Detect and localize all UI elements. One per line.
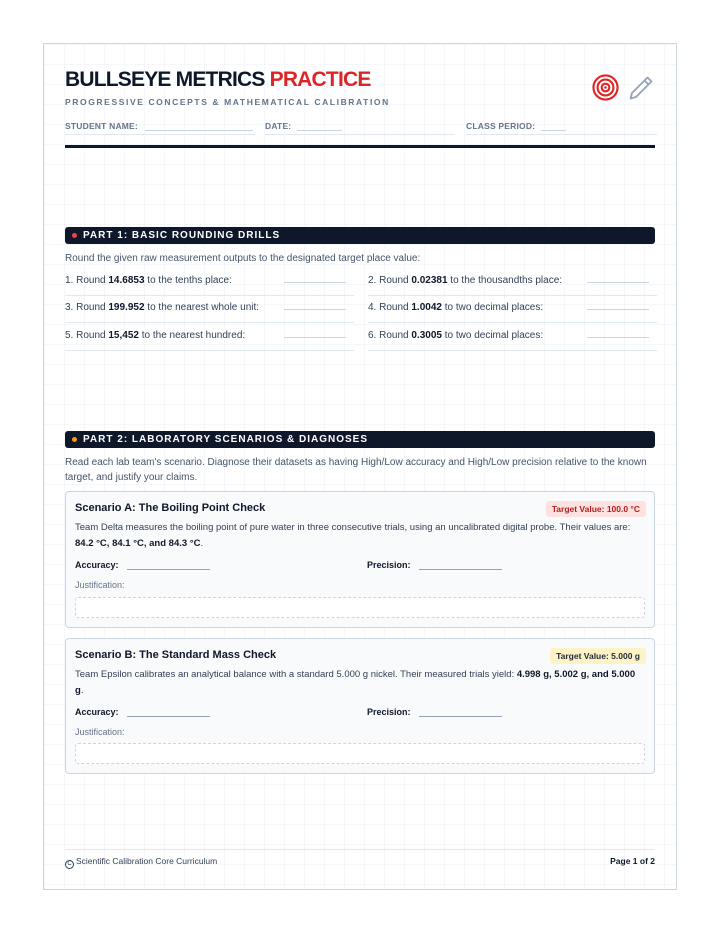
part2-dot-icon	[72, 437, 77, 442]
part1-instructions: Round the given raw measurement outputs to the designated target place value:	[65, 253, 421, 264]
drill-value: 199.952	[108, 302, 145, 313]
accuracy-answer-line[interactable]	[127, 716, 210, 717]
scenario-values: 4.998 g, 5.002 g, and 5.000 g	[75, 669, 636, 696]
precision-label: Precision:	[367, 560, 411, 570]
justification-label: Justification:	[75, 727, 125, 737]
drill-item[interactable]	[368, 295, 657, 323]
date-field[interactable]	[265, 121, 455, 135]
accuracy-label: Accuracy:	[75, 560, 119, 570]
drill-value: 0.3005	[411, 330, 442, 341]
page-number: Page 1 of 2	[610, 856, 655, 866]
header-divider	[65, 145, 655, 148]
part2-header	[65, 431, 655, 448]
scenario-title: Scenario A: The Boiling Point Check	[75, 502, 266, 514]
drill-value: 14.6853	[108, 275, 145, 286]
drill-item[interactable]	[368, 323, 657, 351]
footer-divider	[65, 849, 655, 850]
drill-item[interactable]	[65, 323, 354, 351]
justification-box[interactable]	[75, 743, 645, 764]
drill-answer-line[interactable]	[284, 337, 346, 338]
precision-answer-line[interactable]	[419, 569, 502, 570]
drill-value: 0.02381	[411, 275, 448, 286]
class-period-label: CLASS PERIOD:	[466, 121, 536, 131]
drill-value: 1.0042	[411, 302, 442, 313]
scenario-card-b	[65, 638, 655, 774]
drill-answer-line[interactable]	[587, 337, 649, 338]
class-period-field[interactable]	[466, 121, 657, 135]
worksheet-page	[43, 43, 677, 890]
student-info-row	[65, 121, 655, 135]
part1-title: PART 1: BASIC ROUNDING DRILLS	[83, 230, 281, 241]
part1-header	[65, 227, 655, 244]
drill-item[interactable]	[368, 268, 657, 296]
curriculum-text: Scientific Calibration Core Curriculum	[76, 856, 218, 866]
justification-label: Justification:	[75, 580, 125, 590]
student-name-field[interactable]	[65, 121, 255, 135]
part2-instructions: Read each lab team's scenario. Diagnose their datasets as having High/Low accuracy and High/Low precision relative to the known target, and justify your claims.	[65, 457, 647, 483]
student-name-blank	[145, 130, 253, 131]
target-value-badge: Target Value: 100.0 °C	[546, 501, 646, 517]
drill-answer-line[interactable]	[284, 282, 346, 283]
accuracy-answer-line[interactable]	[127, 569, 210, 570]
drill-answer-line[interactable]	[284, 309, 346, 310]
part1-dot-icon	[72, 233, 77, 238]
scenario-values: 84.2 °C, 84.1 °C, and 84.3 °C	[75, 538, 201, 549]
drill-text: 1. Round 14.6853 to the tenths place:	[65, 275, 232, 286]
drill-item[interactable]	[65, 295, 354, 323]
target-value-badge: Target Value: 5.000 g	[550, 648, 646, 664]
precision-answer-line[interactable]	[419, 716, 502, 717]
page-subtitle: PROGRESSIVE CONCEPTS & MATHEMATICAL CALIBRATION	[65, 97, 390, 107]
drill-text: 3. Round 199.952 to the nearest whole unit:	[65, 302, 260, 313]
date-blank	[297, 130, 342, 131]
drill-text: 5. Round 15,452 to the nearest hundred:	[65, 330, 246, 341]
student-name-label: STUDENT NAME:	[65, 121, 138, 131]
title-main: BULLSEYE METRICS	[65, 68, 265, 91]
drill-value: 15,452	[108, 330, 139, 341]
scenario-card-a	[65, 491, 655, 628]
part2-title: PART 2: LABORATORY SCENARIOS & DIAGNOSES	[83, 434, 369, 445]
footer-curriculum	[65, 856, 217, 869]
drill-text: 2. Round 0.02381 to the thousandths place:	[368, 275, 563, 286]
class-period-blank	[541, 130, 566, 131]
title-accent: PRACTICE	[269, 68, 371, 91]
pencil-icon	[627, 74, 655, 102]
drill-answer-line[interactable]	[587, 309, 649, 310]
date-label: DATE:	[265, 121, 292, 131]
copyright-icon: C	[65, 860, 74, 869]
accuracy-label: Accuracy:	[75, 707, 119, 717]
worksheet-content	[65, 44, 655, 889]
drill-text: 4. Round 1.0042 to two decimal places:	[368, 302, 544, 313]
justification-box[interactable]	[75, 597, 645, 618]
page-title	[65, 68, 371, 92]
target-icon	[592, 74, 619, 101]
scenario-description: Team Delta measures the boiling point of pure water in three consecutive trials, using an uncalibrated digital probe. Their values are: 84.2 °C, 84.1 °C, and 84.3 °C.	[75, 522, 631, 549]
drill-item[interactable]	[65, 268, 354, 296]
drill-text: 6. Round 0.3005 to two decimal places:	[368, 330, 544, 341]
scenario-description: Team Epsilon calibrates an analytical balance with a standard 5.000 g nickel. Their measured trials yield: 4.998 g, 5.002 g, and 5.000 g.	[75, 669, 636, 696]
drill-answer-line[interactable]	[587, 282, 649, 283]
scenario-title: Scenario B: The Standard Mass Check	[75, 649, 277, 661]
precision-label: Precision:	[367, 707, 411, 717]
